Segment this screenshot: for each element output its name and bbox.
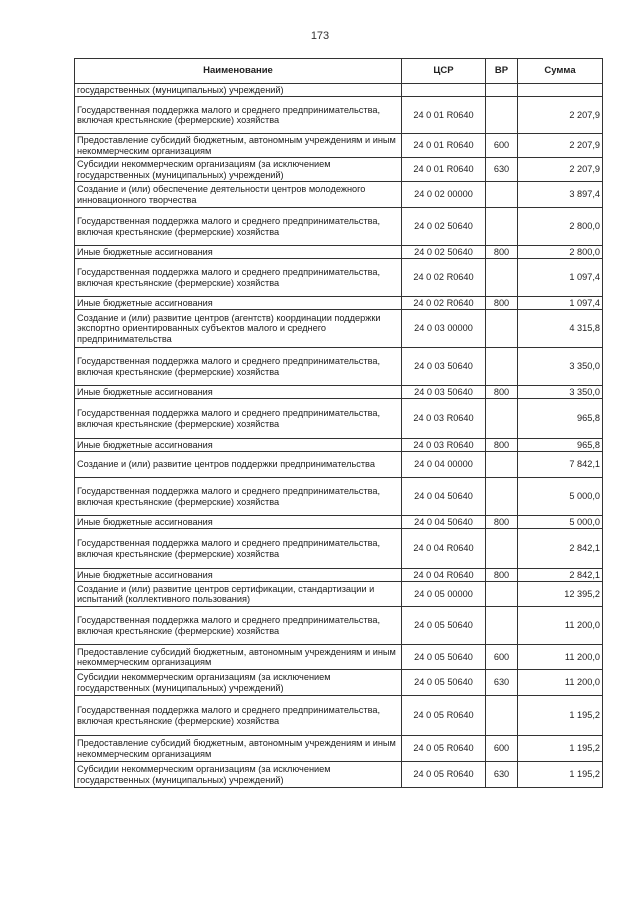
cell-sum: 11 200,0 bbox=[518, 607, 603, 645]
cell-csr: 24 0 02 R0640 bbox=[402, 259, 486, 297]
cell-vr bbox=[486, 696, 518, 736]
cell-sum: 11 200,0 bbox=[518, 670, 603, 696]
cell-sum: 965,8 bbox=[518, 439, 603, 452]
cell-csr: 24 0 04 50640 bbox=[402, 478, 486, 516]
cell-sum: 1 097,4 bbox=[518, 259, 603, 297]
cell-name: Государственная поддержка малого и среднего предпринимательства, включая крестьянские (фермерские) хозяйства bbox=[75, 259, 402, 297]
table-row bbox=[75, 670, 603, 696]
cell-csr: 24 0 05 50640 bbox=[402, 607, 486, 645]
table-row bbox=[75, 84, 603, 97]
table-header-row bbox=[75, 59, 603, 84]
cell-sum: 965,8 bbox=[518, 399, 603, 439]
cell-name: Иные бюджетные ассигнования bbox=[75, 246, 402, 259]
cell-sum: 2 207,9 bbox=[518, 134, 603, 158]
cell-vr: 630 bbox=[486, 158, 518, 182]
page-number: 173 bbox=[310, 30, 330, 42]
cell-name: Субсидии некоммерческим организациям (за исключением государственных (муниципальных) учреждений) bbox=[75, 670, 402, 696]
table-row bbox=[75, 246, 603, 259]
cell-sum: 12 395,2 bbox=[518, 582, 603, 607]
cell-vr bbox=[486, 208, 518, 246]
cell-csr bbox=[402, 84, 486, 97]
cell-vr: 800 bbox=[486, 246, 518, 259]
cell-sum: 11 200,0 bbox=[518, 645, 603, 670]
cell-vr: 800 bbox=[486, 516, 518, 529]
cell-sum: 2 842,1 bbox=[518, 529, 603, 569]
cell-sum: 1 097,4 bbox=[518, 297, 603, 310]
cell-vr bbox=[486, 97, 518, 134]
cell-csr: 24 0 02 50640 bbox=[402, 208, 486, 246]
cell-name: Иные бюджетные ассигнования bbox=[75, 297, 402, 310]
cell-name: Иные бюджетные ассигнования bbox=[75, 569, 402, 582]
cell-vr bbox=[486, 607, 518, 645]
cell-sum: 1 195,2 bbox=[518, 736, 603, 762]
cell-name: Создание и (или) обеспечение деятельности центров молодежного инновационного творчества bbox=[75, 182, 402, 208]
cell-sum: 2 207,9 bbox=[518, 158, 603, 182]
cell-csr: 24 0 05 R0640 bbox=[402, 696, 486, 736]
table-row bbox=[75, 182, 603, 208]
table-row bbox=[75, 348, 603, 386]
table-row bbox=[75, 696, 603, 736]
table-row bbox=[75, 134, 603, 158]
table-row bbox=[75, 607, 603, 645]
cell-name: Предоставление субсидий бюджетным, автономным учреждениям и иным некоммерческим организациям bbox=[75, 134, 402, 158]
cell-name: Государственная поддержка малого и среднего предпринимательства, включая крестьянские (фермерские) хозяйства bbox=[75, 529, 402, 569]
table-row bbox=[75, 478, 603, 516]
cell-csr: 24 0 05 R0640 bbox=[402, 736, 486, 762]
cell-csr: 24 0 03 R0640 bbox=[402, 439, 486, 452]
cell-vr: 630 bbox=[486, 762, 518, 788]
column-header-sum: Сумма bbox=[518, 59, 603, 84]
cell-csr: 24 0 03 R0640 bbox=[402, 399, 486, 439]
cell-csr: 24 0 03 50640 bbox=[402, 348, 486, 386]
cell-vr: 600 bbox=[486, 134, 518, 158]
cell-csr: 24 0 05 00000 bbox=[402, 582, 486, 607]
cell-vr bbox=[486, 182, 518, 208]
cell-name: Субсидии некоммерческим организациям (за исключением государственных (муниципальных) учреждений) bbox=[75, 158, 402, 182]
cell-name: Государственная поддержка малого и среднего предпринимательства, включая крестьянские (фермерские) хозяйства bbox=[75, 607, 402, 645]
cell-csr: 24 0 04 00000 bbox=[402, 452, 486, 478]
cell-vr bbox=[486, 452, 518, 478]
cell-csr: 24 0 02 50640 bbox=[402, 246, 486, 259]
cell-name: Предоставление субсидий бюджетным, автономным учреждениям и иным некоммерческим организациям bbox=[75, 645, 402, 670]
cell-csr: 24 0 05 50640 bbox=[402, 645, 486, 670]
cell-vr bbox=[486, 348, 518, 386]
table-row bbox=[75, 297, 603, 310]
column-header-vr: ВР bbox=[486, 59, 518, 84]
cell-name: Иные бюджетные ассигнования bbox=[75, 386, 402, 399]
cell-name: Иные бюджетные ассигнования bbox=[75, 439, 402, 452]
table-row bbox=[75, 516, 603, 529]
cell-csr: 24 0 04 R0640 bbox=[402, 529, 486, 569]
table-row bbox=[75, 645, 603, 670]
column-header-csr: ЦСР bbox=[402, 59, 486, 84]
cell-sum: 2 842,1 bbox=[518, 569, 603, 582]
cell-vr: 800 bbox=[486, 297, 518, 310]
cell-sum: 2 207,9 bbox=[518, 97, 603, 134]
table-body bbox=[75, 84, 603, 788]
cell-name: Государственная поддержка малого и среднего предпринимательства, включая крестьянские (фермерские) хозяйства bbox=[75, 696, 402, 736]
cell-name: Государственная поддержка малого и среднего предпринимательства, включая крестьянские (фермерские) хозяйства bbox=[75, 478, 402, 516]
cell-sum: 2 800,0 bbox=[518, 208, 603, 246]
table-row bbox=[75, 310, 603, 348]
cell-vr: 600 bbox=[486, 736, 518, 762]
cell-csr: 24 0 01 R0640 bbox=[402, 134, 486, 158]
table-row bbox=[75, 569, 603, 582]
table-row bbox=[75, 529, 603, 569]
cell-vr bbox=[486, 399, 518, 439]
cell-csr: 24 0 04 50640 bbox=[402, 516, 486, 529]
cell-sum: 1 195,2 bbox=[518, 696, 603, 736]
table-row bbox=[75, 762, 603, 788]
cell-csr: 24 0 01 R0640 bbox=[402, 158, 486, 182]
cell-vr bbox=[486, 582, 518, 607]
cell-vr: 630 bbox=[486, 670, 518, 696]
cell-name: Предоставление субсидий бюджетным, автономным учреждениям и иным некоммерческим организациям bbox=[75, 736, 402, 762]
cell-csr: 24 0 05 R0640 bbox=[402, 762, 486, 788]
table-row bbox=[75, 452, 603, 478]
cell-vr: 800 bbox=[486, 569, 518, 582]
cell-csr: 24 0 02 R0640 bbox=[402, 297, 486, 310]
table-row bbox=[75, 158, 603, 182]
cell-sum: 2 800,0 bbox=[518, 246, 603, 259]
budget-table bbox=[74, 58, 603, 788]
cell-vr bbox=[486, 478, 518, 516]
cell-csr: 24 0 03 00000 bbox=[402, 310, 486, 348]
cell-vr: 800 bbox=[486, 439, 518, 452]
table-row bbox=[75, 386, 603, 399]
table-row bbox=[75, 208, 603, 246]
cell-name: Создание и (или) развитие центров (агентств) координации поддержки экспортно ориентированных субъектов малого и среднего предпринимательства bbox=[75, 310, 402, 348]
cell-csr: 24 0 04 R0640 bbox=[402, 569, 486, 582]
cell-sum bbox=[518, 84, 603, 97]
cell-sum: 3 897,4 bbox=[518, 182, 603, 208]
cell-name: Иные бюджетные ассигнования bbox=[75, 516, 402, 529]
cell-name: Государственная поддержка малого и среднего предпринимательства, включая крестьянские (фермерские) хозяйства bbox=[75, 208, 402, 246]
cell-csr: 24 0 03 50640 bbox=[402, 386, 486, 399]
cell-sum: 5 000,0 bbox=[518, 516, 603, 529]
cell-name: Государственная поддержка малого и среднего предпринимательства, включая крестьянские (фермерские) хозяйства bbox=[75, 348, 402, 386]
cell-name: Создание и (или) развитие центров поддержки предпринимательства bbox=[75, 452, 402, 478]
table-row bbox=[75, 399, 603, 439]
cell-sum: 5 000,0 bbox=[518, 478, 603, 516]
table-row bbox=[75, 97, 603, 134]
cell-vr bbox=[486, 310, 518, 348]
column-header-name: Наименование bbox=[75, 59, 402, 84]
cell-csr: 24 0 02 00000 bbox=[402, 182, 486, 208]
table-row bbox=[75, 259, 603, 297]
cell-csr: 24 0 01 R0640 bbox=[402, 97, 486, 134]
cell-name: Субсидии некоммерческим организациям (за исключением государственных (муниципальных) учреждений) bbox=[75, 762, 402, 788]
cell-name: Государственная поддержка малого и среднего предпринимательства, включая крестьянские (фермерские) хозяйства bbox=[75, 399, 402, 439]
cell-vr bbox=[486, 84, 518, 97]
cell-name: Государственная поддержка малого и среднего предпринимательства, включая крестьянские (фермерские) хозяйства bbox=[75, 97, 402, 134]
cell-vr bbox=[486, 259, 518, 297]
cell-name: государственных (муниципальных) учреждений) bbox=[75, 84, 402, 97]
cell-vr bbox=[486, 529, 518, 569]
cell-sum: 3 350,0 bbox=[518, 386, 603, 399]
cell-vr: 600 bbox=[486, 645, 518, 670]
table-row bbox=[75, 736, 603, 762]
cell-vr: 800 bbox=[486, 386, 518, 399]
cell-sum: 7 842,1 bbox=[518, 452, 603, 478]
table-row bbox=[75, 439, 603, 452]
cell-sum: 4 315,8 bbox=[518, 310, 603, 348]
cell-sum: 1 195,2 bbox=[518, 762, 603, 788]
cell-csr: 24 0 05 50640 bbox=[402, 670, 486, 696]
cell-name: Создание и (или) развитие центров сертификации, стандартизации и испытаний (коллективного пользования) bbox=[75, 582, 402, 607]
table-row bbox=[75, 582, 603, 607]
cell-sum: 3 350,0 bbox=[518, 348, 603, 386]
